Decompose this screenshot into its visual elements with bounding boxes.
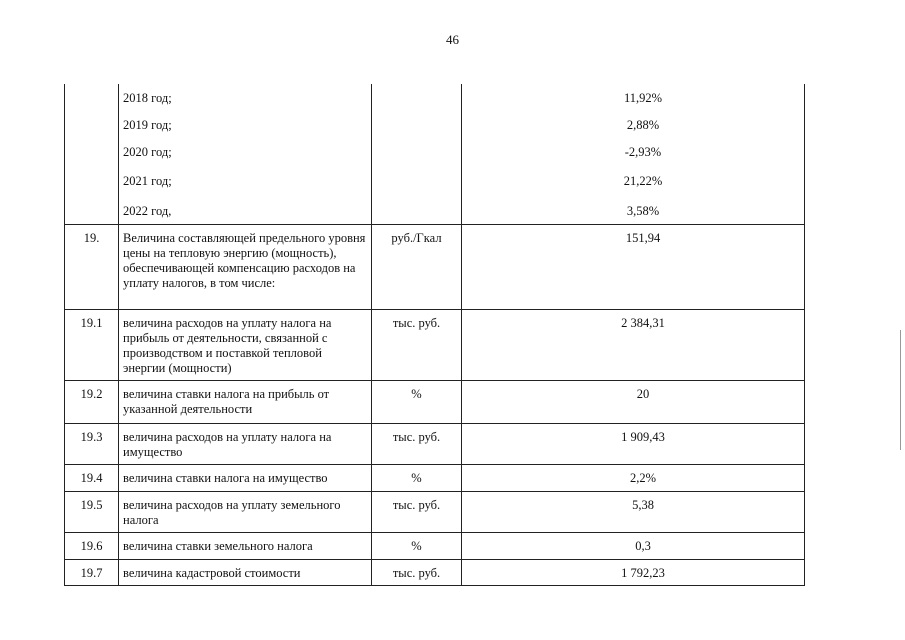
row-unit: тыс. руб.: [372, 309, 462, 380]
row-name: величина расходов на уплату налога на имущество: [119, 423, 372, 464]
tariff-table: [64, 84, 805, 586]
row-unit: руб./Гкал: [372, 224, 462, 309]
year-value: -2,93%: [462, 138, 805, 167]
row-name: величина расходов на уплату налога на прибыль от деятельности, связанной с производством и поставкой тепловой энергии (мощности): [119, 309, 372, 380]
row-number: 19.2: [65, 380, 119, 423]
table-row: [65, 491, 805, 532]
row-number: 19.5: [65, 491, 119, 532]
row-number: 19.4: [65, 464, 119, 491]
row-name: величина расходов на уплату земельного налога: [119, 491, 372, 532]
row-name: величина ставки земельного налога: [119, 532, 372, 559]
table-row: [65, 423, 805, 464]
page-number: 46: [446, 32, 459, 47]
year-value: 3,58%: [462, 197, 805, 224]
row-name: Величина составляющей предельного уровня цены на тепловую энергию (мощность), обеспечивающей компенсацию расходов на уплату налогов, в том числе:: [119, 224, 372, 309]
row-unit: %: [372, 380, 462, 423]
row-value: 20: [462, 380, 805, 423]
row-value: 2,2%: [462, 464, 805, 491]
row-name: величина ставки налога на имущество: [119, 464, 372, 491]
year-label: 2021 год;: [119, 167, 372, 197]
scan-edge-mark: [900, 330, 901, 450]
row-unit: %: [372, 532, 462, 559]
year-value: 11,92%: [462, 84, 805, 111]
row-number: 19.6: [65, 532, 119, 559]
row-unit: %: [372, 464, 462, 491]
row-value: 2 384,31: [462, 309, 805, 380]
table-row: [65, 380, 805, 423]
table-row: [65, 532, 805, 559]
row-unit: тыс. руб.: [372, 423, 462, 464]
row-value: 1 909,43: [462, 423, 805, 464]
table-row: [65, 559, 805, 585]
year-label: 2020 год;: [119, 138, 372, 167]
year-label: 2018 год;: [119, 84, 372, 111]
table-row: [65, 464, 805, 491]
row-unit: тыс. руб.: [372, 491, 462, 532]
row-value: 5,38: [462, 491, 805, 532]
table-row: [65, 224, 805, 309]
row-unit: тыс. руб.: [372, 559, 462, 585]
row-number: 19.: [65, 224, 119, 309]
row-value: 0,3: [462, 532, 805, 559]
year-row: [65, 84, 805, 111]
row-name: величина кадастровой стоимости: [119, 559, 372, 585]
row-number: 19.1: [65, 309, 119, 380]
row-name: величина ставки налога на прибыль от указанной деятельности: [119, 380, 372, 423]
row-number: 19.3: [65, 423, 119, 464]
year-value: 2,88%: [462, 111, 805, 138]
year-label: 2019 год;: [119, 111, 372, 138]
year-row-number-cell: [65, 84, 119, 224]
row-number: 19.7: [65, 559, 119, 585]
year-label: 2022 год,: [119, 197, 372, 224]
year-unit-cell: [372, 84, 462, 224]
row-value: 1 792,23: [462, 559, 805, 585]
table-row: [65, 309, 805, 380]
year-value: 21,22%: [462, 167, 805, 197]
row-value: 151,94: [462, 224, 805, 309]
